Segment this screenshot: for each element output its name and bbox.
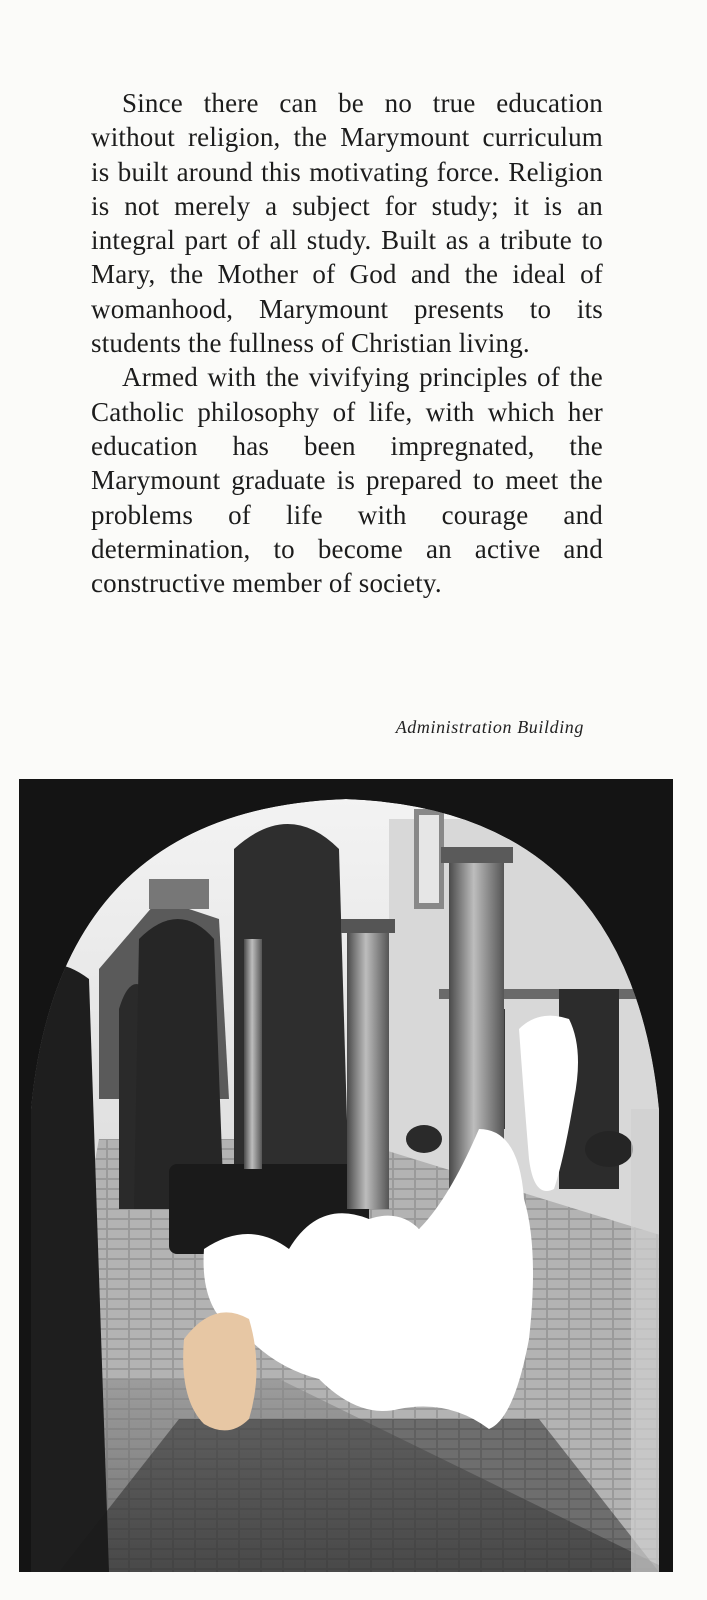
paragraph-1: Since there can be no true education without religion, the Marymount curriculum is built around this motivating force. Religion is not merely a subject for study; it is an integral part of all study. Built as a tribute to Mary, the Mother of God and the ideal of womanhood, Marymount presents to its students the fullness of Christian living. [91,88,603,359]
photo-caption: Administration Building [395,717,584,737]
courtyard-view [19,779,673,1572]
body-text [91,86,603,600]
paragraph-2: Armed with the vivifying principles of the Catholic philosophy of life, with which her education has been impregnated, the Marymount graduate is prepared to meet the problems of life with courage and determination, to become an active and constructive member of society. [91,362,603,599]
administration-building-photo [19,779,673,1572]
